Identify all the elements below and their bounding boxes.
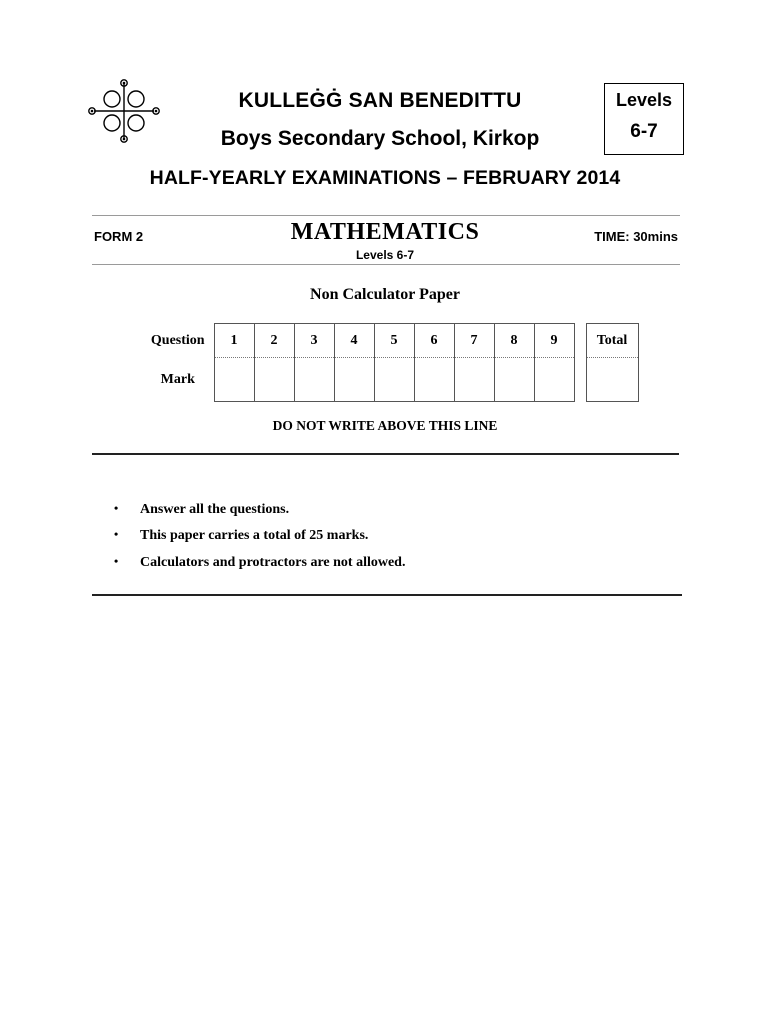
form-label: FORM 2 [94, 229, 144, 244]
marks-table [142, 323, 639, 402]
levels-value: 6-7 [630, 121, 658, 142]
instruction-text: This paper carries a total of 25 marks. [140, 528, 369, 543]
question-row-label: Question [150, 332, 205, 348]
cut-line [92, 453, 679, 455]
question-number: 1 [214, 324, 254, 358]
instruction-text: Calculators and protractors are not allowed. [140, 555, 406, 570]
mark-row-label: Mark [160, 371, 195, 387]
school-subtitle: Boys Secondary School, Kirkop [220, 127, 540, 150]
exam-title: HALF-YEARLY EXAMINATIONS – FEBRUARY 2014 [149, 167, 621, 189]
question-row [142, 324, 638, 358]
do-not-write-notice: DO NOT WRITE ABOVE THIS LINE [272, 418, 498, 433]
table-gap [574, 324, 586, 358]
levels-label: Levels [615, 90, 673, 110]
instructions-bottom-line [92, 594, 682, 596]
question-number: 2 [254, 324, 294, 358]
question-number: 7 [454, 324, 494, 358]
instruction-text: Answer all the questions. [140, 502, 290, 517]
mark-cell[interactable] [454, 358, 494, 402]
divider-top [92, 215, 680, 216]
question-number: 4 [334, 324, 374, 358]
mark-cell[interactable] [334, 358, 374, 402]
instruction-item [114, 501, 289, 518]
mark-cell[interactable] [534, 358, 574, 402]
mark-cell[interactable] [214, 358, 254, 402]
school-name: KULLEĠĠ SAN BENEDITTU [238, 89, 522, 112]
subject-title: MATHEMATICS [290, 219, 480, 245]
mark-row [142, 358, 638, 402]
total-mark-cell[interactable] [586, 358, 638, 402]
question-number: 5 [374, 324, 414, 358]
mark-cell[interactable] [294, 358, 334, 402]
subject-levels: Levels 6-7 [355, 248, 415, 262]
question-number: 8 [494, 324, 534, 358]
instruction-item [114, 554, 405, 571]
bullet: • [114, 527, 119, 541]
bullet: • [114, 501, 119, 515]
mark-cell[interactable] [494, 358, 534, 402]
paper-type: Non Calculator Paper [310, 286, 460, 303]
total-header: Total [586, 324, 638, 358]
school-crest-logo [86, 78, 162, 144]
question-number: 3 [294, 324, 334, 358]
mark-cell[interactable] [374, 358, 414, 402]
table-gap [574, 358, 586, 402]
bullet: • [114, 554, 119, 568]
divider-bottom [92, 264, 680, 265]
question-number: 6 [414, 324, 454, 358]
mark-cell[interactable] [254, 358, 294, 402]
question-number: 9 [534, 324, 574, 358]
time-label: TIME: 30mins [594, 229, 678, 244]
instruction-item [114, 527, 368, 544]
mark-cell[interactable] [414, 358, 454, 402]
